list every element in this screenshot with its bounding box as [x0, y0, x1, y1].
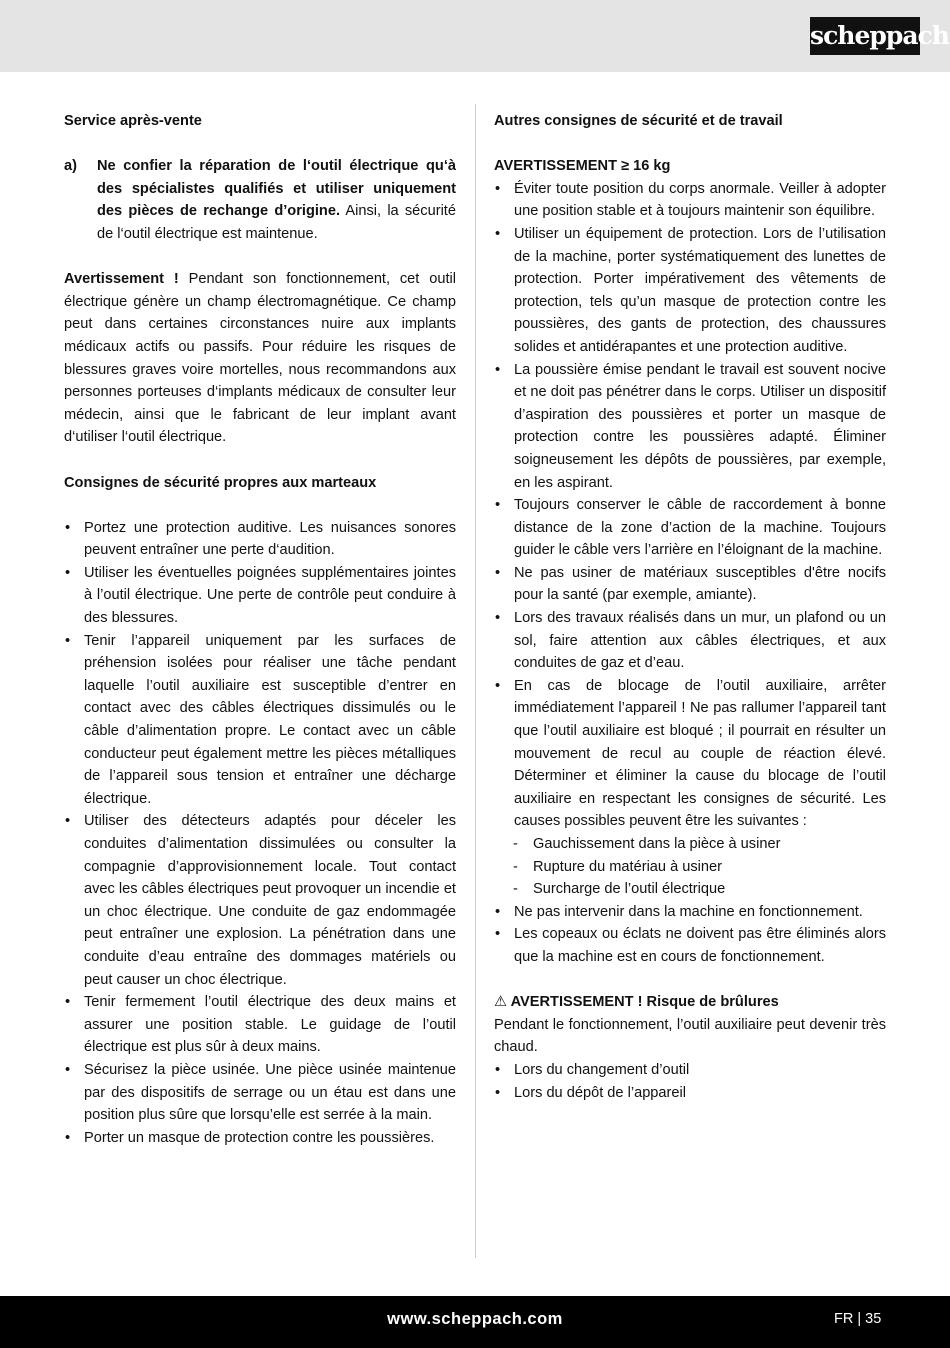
list-item: • Ne pas intervenir dans la machine en fonctionnement. — [494, 901, 886, 924]
list-item-a — [64, 155, 456, 245]
section-heading-hammers: Consignes de sécurité propres aux marteaux — [64, 474, 377, 491]
list-item: • Lors du dépôt de l’appareil — [494, 1082, 886, 1105]
section-heading-service: Service après-vente — [64, 113, 202, 129]
list-item-text — [97, 155, 456, 245]
footer-page-number: FR | 35 — [834, 1311, 882, 1327]
list-item: • Tenir fermement l’outil électrique des deux mains et assurer une position stable. Le guidage de l’outil électrique est plus sûr à deux mains. — [64, 991, 456, 1059]
header-bar — [0, 0, 950, 72]
burn-warning-text: Pendant le fonctionnement, l’outil auxiliaire peut devenir très chaud. — [494, 1016, 886, 1056]
list-item: • Tenir l’appareil uniquement par les surfaces de préhension isolées pour réaliser une tâche pendant laquelle l’outil auxiliaire est susceptible d’entrer en contact avec des câbles électriques dissimulés ou le câble d’alimentation propre. Le contact avec un câble conducteur peut également mettre les pièces métalliques de l’appareil sous tension et entraîner une décharge électrique. — [64, 630, 456, 811]
list-item: • Utiliser des détecteurs adaptés pour déceler les conduites d’alimentation dissimulées ou consulter la compagnie d’approvisionnement locale. Tout contact avec les câbles électriques peut provoquer un incendie et un choc électrique. Une conduite de gaz endommagée peut entraîner une explosion. La pénétration dans une conduite d’eau entraîne des dommages matériels ou peut causer un choc électrique. — [64, 810, 456, 991]
list-item: • En cas de blocage de l’outil auxiliaire, arrêter immédiatement l’appareil ! Ne pas rallumer l’appareil tant que l’outil auxiliaire est bloqué ; il pourrait en résulter un mouvement de recul au couple de réaction élevé. Déterminer et éliminer la cause du blocage de l’outil auxiliaire en respectant les consignes de sécurité. Les causes possibles peuvent être les suivantes : — [494, 675, 886, 833]
list-item: • Utiliser les éventuelles poignées supplémentaires jointes à l’outil électrique. Une perte de contrôle peut conduire à des blessures. — [64, 562, 456, 630]
warning-heading-weight: AVERTISSEMENT ≥ 16 kg — [494, 158, 671, 175]
list-item: • Sécurisez la pièce usinée. Une pièce usinée maintenue par des dispositifs de serrage ou un étau est dans une position plus sûre que lorsqu’elle est serrée à la main. — [64, 1059, 456, 1127]
list-item: • Portez une protection auditive. Les nuisances sonores peuvent entraîner une perte d‘audition. — [64, 517, 456, 562]
right-column — [494, 110, 886, 1104]
list-item: - Rupture du matériau à usiner — [494, 856, 886, 879]
list-item: • Utiliser un équipement de protection. Lors de l’utilisation de la machine, porter systématiquement des lunettes de protection. Porter impérativement des vêtements de protection, tels qu’un masque de protection contre les poussières, des gants de protection, des chaussures solides et antidérapantes et une protection auditive. — [494, 223, 886, 359]
brand-logo: scheppach — [810, 17, 920, 55]
list-item: • Éviter toute position du corps anormale. Veiller à adopter une position stable et à toujours maintenir son équilibre. — [494, 178, 886, 223]
section-heading-other: Autres consignes de sécurité et de travail — [494, 113, 783, 129]
burn-warning-heading: ⚠ AVERTISSEMENT ! Risque de brûlures — [494, 994, 779, 1011]
blocking-causes-list — [494, 833, 886, 901]
column-divider — [475, 104, 476, 1258]
list-item: - Gauchissement dans la pièce à usiner — [494, 833, 886, 856]
warning-text: Pendant son fonctionnement, cet outil électrique génère un champ électromagnétique. Ce champ peut dans certaines circonstances nuire aux implants médicaux actifs ou passifs. Pour réduire les risques de blessures graves voire mortelles, nous recommandons aux personnes porteuses d‘implants médicaux de consulter leur médecin, ainsi que le fabricant de leur implant avant d‘utiliser l‘outil électrique. — [64, 271, 456, 446]
footer-website-link[interactable]: www.scheppach.com — [387, 1310, 563, 1328]
list-item: • Les copeaux ou éclats ne doivent pas être éliminés alors que la machine est en cours de fonctionnement. — [494, 923, 886, 968]
left-column — [64, 110, 456, 1149]
hammer-safety-list — [64, 517, 456, 1150]
warning-paragraph — [64, 268, 456, 449]
list-item-bold: Ne confier la réparation de l‘outil électrique qu‘à des spécialistes qualifiés et utiliser uniquement des pièces de rechange d’origine. — [97, 158, 456, 220]
list-item: • Porter un masque de protection contre les poussières. — [64, 1127, 456, 1150]
list-item-rest: Ainsi, la sécurité de l‘outil électrique est maintenue. — [97, 203, 456, 242]
list-item: • Lors des travaux réalisés dans un mur, un plafond ou un sol, faire attention aux câbles électriques, et aux conduites de gaz et d’eau. — [494, 607, 886, 675]
list-item: • La poussière émise pendant le travail est souvent nocive et ne doit pas pénétrer dans le corps. Utiliser un dispositif d’aspiration des poussières et porter un masque de protection contre les poussières adapté. Éliminer soigneusement les dépôts de poussières, par exemple, en les aspirant. — [494, 359, 886, 495]
list-item: • Lors du changement d’outil — [494, 1059, 886, 1082]
list-item: • Ne pas usiner de matériaux susceptibles d'être nocifs pour la santé (par exemple, amiante). — [494, 562, 886, 607]
burn-situations-list — [494, 1059, 886, 1104]
work-safety-list — [494, 178, 886, 833]
list-label: a) — [64, 158, 77, 175]
operation-safety-list — [494, 901, 886, 969]
list-item: • Toujours conserver le câble de raccordement à bonne distance de la zone d’action de la machine. Toujours guider le câble vers l’arrière en l’éloignant de la machine. — [494, 494, 886, 562]
list-item: - Surcharge de l’outil électrique — [494, 878, 886, 901]
warning-label: Avertissement ! — [64, 271, 179, 288]
